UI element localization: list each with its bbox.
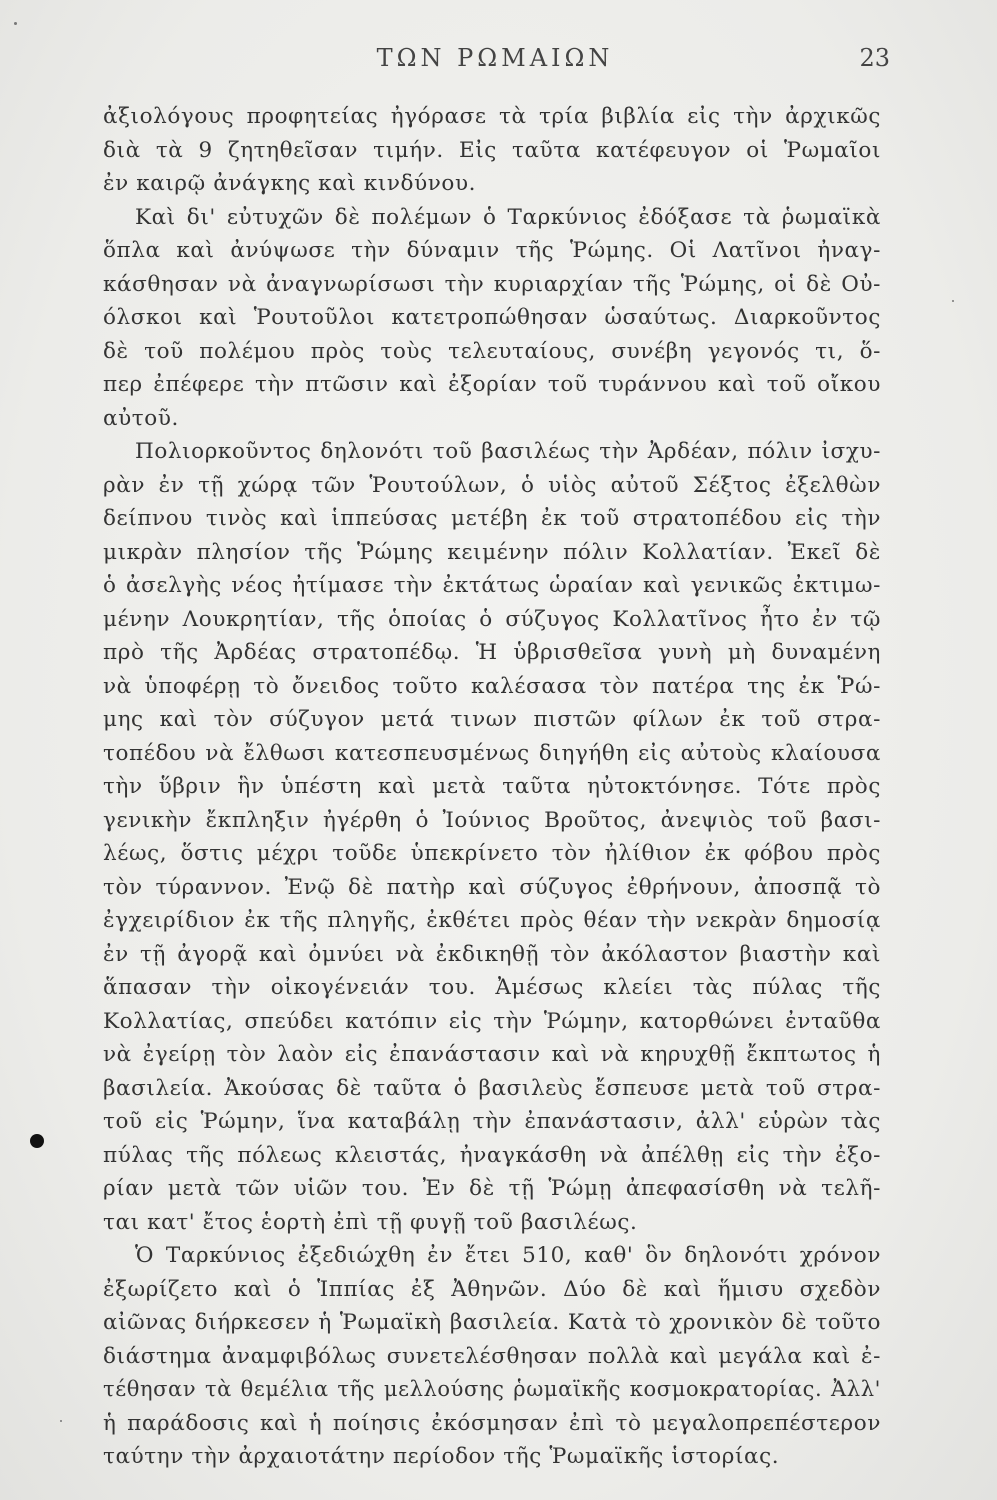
text-line: ρίαν μετὰ τῶν υἱῶν του. Ἐν δὲ τῇ Ῥώμῃ ἀπεφασίσθη νὰ τελῆ- [103, 1176, 881, 1201]
text-line: γενικὴν ἔκπληξιν ἠγέρθη ὁ Ἰούνιος Βροῦτος, ἀνεψιὸς τοῦ βασι- [103, 807, 881, 833]
text-line: μένην Λουκρητίαν, τῆς ὁποίας ὁ σύζυγος Κολλατῖνος ἦτο ἐν τῷ [103, 606, 881, 632]
text-line: τοῦ εἰς Ῥώμην, ἵνα καταβάλῃ τὴν ἐπανάστασιν, ἀλλ' εὑρὼν τὰς [103, 1109, 881, 1134]
paper-speck [60, 1420, 62, 1422]
running-title: ΤΩΝ ΡΩΜΑΙΩΝ [376, 44, 614, 72]
text-line: Καὶ δι' εὐτυχῶν δὲ πολέμων ὁ Ταρκύνιος ἐδόξασε τὰ ῥωμαϊκὰ [135, 204, 881, 230]
text-line: ἐν τῇ ἀγορᾷ καὶ ὀμνύει νὰ ἐκδικηθῇ τὸν ἀκόλαστον βιαστὴν καὶ [103, 941, 881, 967]
text-line: νὰ ὑποφέρῃ τὸ ὄνειδος τοῦτο καλέσασα τὸν πατέρα της ἐκ Ῥώ- [103, 673, 881, 699]
text-line: αἰῶνας διήρκεσεν ἡ Ῥωμαϊκὴ βασιλεία. Κατὰ τὸ χρονικὸν δὲ τοῦτο [103, 1310, 881, 1335]
text-line: Πολιορκοῦντος δηλονότι τοῦ βασιλέως τὴν Ἀρδέαν, πόλιν ἰσχυ- [135, 439, 881, 464]
text-line: ταύτην τὴν ἀρχαιοτάτην περίοδον τῆς Ῥωμαϊκῆς ἱστορίας. [103, 1444, 780, 1469]
text-line: τὴν ὕβριν ἣν ὑπέστη καὶ μετὰ ταῦτα ηὐτοκτόνησε. Τότε πρὸς [103, 774, 881, 799]
text-line: πύλας τῆς πόλεως κλειστάς, ἠναγκάσθη νὰ ἀπέλθῃ εἰς τὴν ἐξο- [103, 1142, 881, 1168]
text-line: ἐν καιρῷ ἀνάγκης καὶ κινδύνου. [103, 171, 477, 196]
text-line: μικρὰν πλησίον τῆς Ῥώμης κειμένην πόλιν Κολλατίαν. Ἐκεῖ δὲ [103, 539, 881, 565]
page-number: 23 [859, 44, 890, 72]
text-line: πρὸ τῆς Ἀρδέας στρατοπέδῳ. Ἡ ὑβρισθεῖσα γυνὴ μὴ δυναμένη [103, 640, 881, 665]
text-line: ἐγχειρίδιον ἐκ τῆς πληγῆς, ἐκθέτει πρὸς θέαν τὴν νεκρὰν δημοσίᾳ [103, 908, 881, 933]
text-line: αὐτοῦ. [103, 405, 179, 431]
text-line: ὅπλα καὶ ἀνύψωσε τὴν δύναμιν τῆς Ῥώμης. Οἱ Λατῖνοι ἠναγ- [103, 238, 881, 263]
text-line: ἐξωρίζετο καὶ ὁ Ἱππίας ἐξ Ἀθηνῶν. Δύο δὲ καὶ ἥμισυ σχεδὸν [103, 1276, 881, 1302]
text-line: ρὰν ἐν τῇ χώρᾳ τῶν Ῥουτούλων, ὁ υἱὸς αὐτοῦ Σέξτος ἐξελθὼν [103, 472, 881, 498]
text-line: νὰ ἐγείρῃ τὸν λαὸν εἰς ἐπανάστασιν καὶ νὰ κηρυχθῇ ἔκπτωτος ἡ [103, 1042, 881, 1067]
text-line: λέως, ὅστις μέχρι τοῦδε ὑπεκρίνετο τὸν ἠλίθιον ἐκ φόβου πρὸς [103, 841, 881, 866]
text-line: κάσθησαν νὰ ἀναγνωρίσωσι τὴν κυριαρχίαν τῆς Ῥώμης, οἱ δὲ Οὐ- [103, 271, 881, 297]
text-line: όλσκοι καὶ Ῥουτοῦλοι κατετροπώθησαν ὡσαύτως. Διαρκοῦντος [103, 305, 881, 330]
text-line: ἀξιολόγους προφητείας ἠγόρασε τὰ τρία βιβλία εἰς τὴν ἀρχικῶς [103, 104, 881, 129]
text-line: διὰ τὰ 9 ζητηθεῖσαν τιμήν. Εἰς ταῦτα κατέφευγον οἱ Ῥωμαῖοι [103, 137, 881, 163]
text-line: δείπνου τινὸς καὶ ἱππεύσας μετέβη ἐκ τοῦ στρατοπέδου εἰς τὴν [103, 506, 881, 531]
text-line: τέθησαν τὰ θεμέλια τῆς μελλούσης ῥωμαϊκῆς κοσμοκρατορίας. Ἀλλ' [103, 1377, 881, 1401]
running-header [100, 40, 890, 80]
text-line: μης καὶ τὸν σύζυγον μετά τινων πιστῶν φίλων ἐκ τοῦ στρα- [103, 707, 881, 732]
margin-dot [30, 1134, 44, 1148]
text-line: βασιλεία. Ἀκούσας δὲ ταῦτα ὁ βασιλεὺς ἔσπευσε μετὰ τοῦ στρα- [103, 1075, 881, 1101]
text-line: Ὁ Ταρκύνιος ἐξεδιώχθη ἐν ἔτει 510, καθ' ὃν δηλονότι χρόνον [135, 1243, 881, 1268]
text-line: ὁ ἀσελγὴς νέος ἠτίμασε τὴν ἐκτάτως ὡραίαν καὶ γενικῶς ἐκτιμω- [103, 573, 881, 598]
text-line: τὸν τύραννον. Ἐνῷ δὲ πατὴρ καὶ σύζυγος ἐθρήνουν, ἀποσπᾷ τὸ [103, 874, 881, 900]
paper-speck [952, 300, 954, 302]
paper-speck [14, 22, 17, 25]
text-line: Κολλατίας, σπεύδει κατόπιν εἰς τὴν Ῥώμην, κατορθώνει ἐνταῦθα [103, 1008, 881, 1034]
body-text [103, 100, 881, 1474]
text-line: διάστημα ἀναμφιβόλως συνετελέσθησαν πολλὰ καὶ μεγάλα καὶ ἐ- [103, 1343, 881, 1369]
text-line: δὲ τοῦ πολέμου πρὸς τοὺς τελευταίους, συνέβη γεγονός τι, ὅ- [103, 338, 881, 364]
text-line: ἡ παράδοσις καὶ ἡ ποίησις ἐκόσμησαν ἐπὶ τὸ μεγαλοπρεπέστερον [103, 1410, 881, 1436]
text-line: τοπέδου νὰ ἔλθωσι κατεσπευσμένως διηγήθη εἰς αὐτοὺς κλαίουσα [103, 740, 881, 766]
text-line: περ ἐπέφερε τὴν πτῶσιν καὶ ἐξορίαν τοῦ τυράννου καὶ τοῦ οἴκου [103, 372, 881, 397]
text-line: ται κατ' ἔτος ἑορτὴ ἐπὶ τῇ φυγῇ τοῦ βασιλέως. [103, 1209, 638, 1235]
text-line: ἅπασαν τὴν οἰκογένειάν του. Ἀμέσως κλείει τὰς πύλας τῆς [103, 975, 881, 1000]
